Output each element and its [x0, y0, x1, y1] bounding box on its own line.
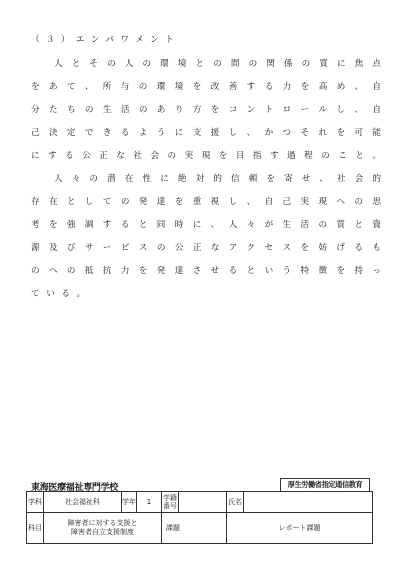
subject-value-line-1: 障害者に対する支援と [67, 519, 138, 527]
text-line: ている。 [31, 289, 92, 299]
text-line: 人々の潜在性に絶対的信頼を寄せ、社会的 [54, 174, 381, 184]
certification-badge: 厚生労働省指定通信教育 [280, 478, 370, 492]
dept-label: 学科 [28, 497, 42, 506]
text-line: のへの抵抗力を発達させるという特徴を持っ [31, 266, 381, 276]
text-line: 人とその人の環境との間の関係の質に焦点 [54, 59, 381, 69]
school-name: 東海医療福祉専門学校 [31, 483, 119, 493]
task-label: 課題 [162, 513, 227, 544]
subject-label: 科目 [27, 513, 44, 544]
text-line: 考を強調すると同時に、人々が生活の質と資 [31, 220, 381, 230]
year-label: 学年 [122, 492, 137, 513]
student-info-table [26, 491, 373, 544]
subject-value-line-2: 障害者自立支援制度 [71, 528, 134, 536]
section-heading: （３）エンパワメント [31, 35, 181, 45]
text-line: 己決定できるように支援し、かつそれを可能 [31, 128, 381, 138]
text-line: 分たちの生活のあり方をコントロールし、自 [31, 105, 381, 115]
name-value[interactable] [244, 492, 373, 513]
dept-label-cell [27, 492, 44, 513]
year-value: 1 [137, 492, 162, 513]
text-line: 源及びサービスの公正なアクセスを妨げるも [31, 243, 381, 253]
student-id-label: 学籍番号 [162, 492, 179, 513]
dept-value: 社会福祉科 [44, 492, 122, 513]
text-line: にする公正な社会の実現を目指す過程のこと。 [31, 151, 381, 161]
text-line: をあて、所与の環境を改善する力を高め、自 [31, 82, 381, 92]
student-id-value[interactable] [179, 492, 227, 513]
name-label: 氏名 [227, 492, 244, 513]
text-line: 存在としての発達を重視し、自己実現への思 [31, 197, 381, 207]
task-value: レポート課題 [227, 513, 373, 544]
subject-value-cell [44, 513, 162, 544]
